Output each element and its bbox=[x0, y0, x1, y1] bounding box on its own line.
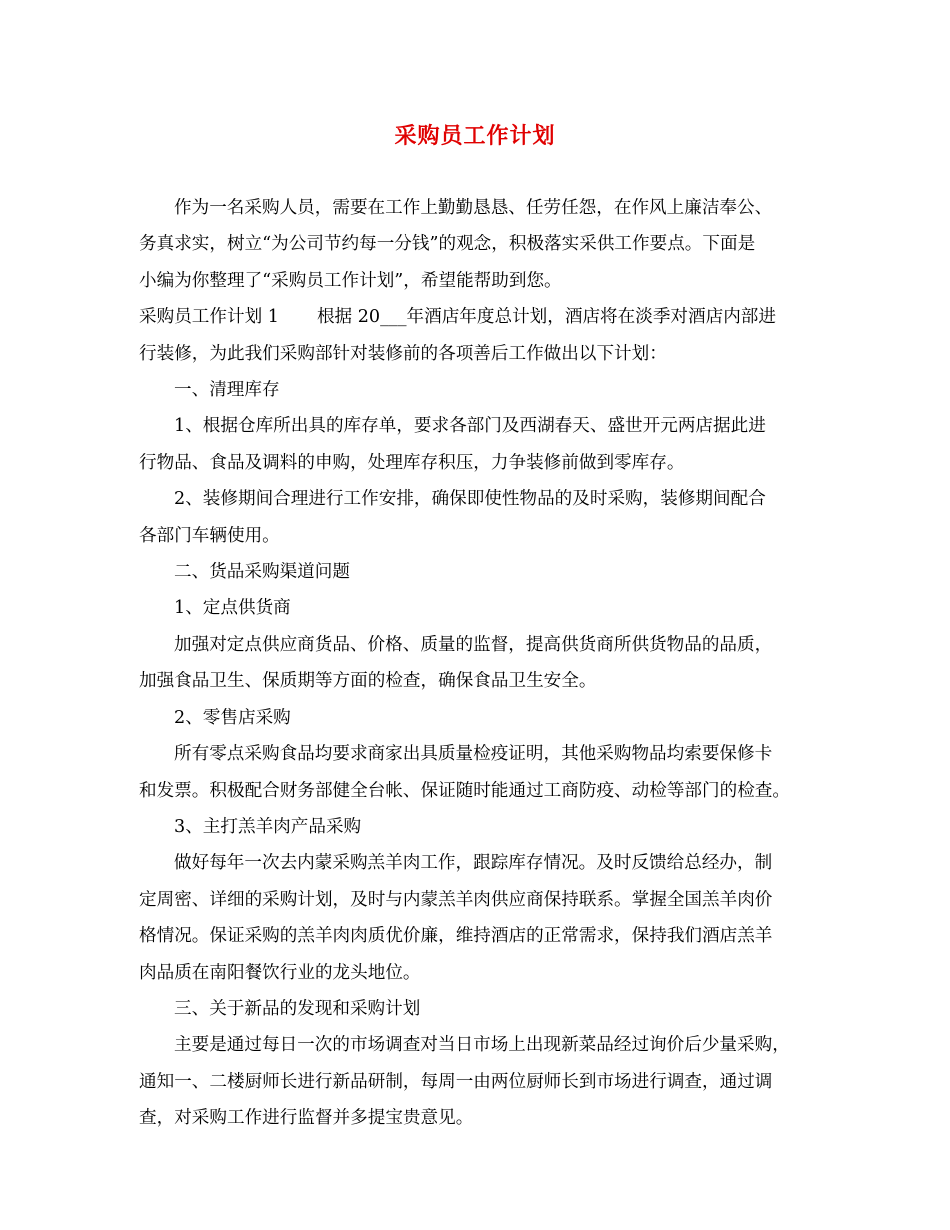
text-line: 定周密、详细的采购计划，及时与内蒙羔羊肉供应商保持联系。掌握全国羔羊肉价 bbox=[139, 889, 773, 910]
text-line: 1、根据仓库所出具的库存单，要求各部门及西湖春天、盛世开元两店据此进 bbox=[174, 416, 766, 437]
text-line: 主要是通过每日一次的市场调查对当日市场上出现新菜品经过询价后少量采购， bbox=[174, 1035, 790, 1056]
text-line: 查，对采购工作进行监督并多提宝贵意见。 bbox=[139, 1108, 474, 1129]
text-line: 作为一名采购人员，需要在工作上勤勤恳恳、任劳任怨，在作风上廉洁奉公、 bbox=[174, 198, 773, 218]
text-line: 小编为你整理了“采购员工作计划”，希望能帮助到您。 bbox=[139, 270, 562, 291]
text-line: 格情况。保证采购的羔羊肉肉质优价廉，维持酒店的正常需求，保持我们酒店羔羊 bbox=[139, 926, 773, 947]
text-line: 各部门车辆使用。 bbox=[139, 525, 280, 546]
text-line: 2、装修期间合理进行工作安排，确保即使性物品的及时采购，装修期间配合 bbox=[174, 489, 766, 510]
text-line: 一、清理库存 bbox=[174, 380, 280, 401]
text-line: 务真求实，树立“为公司节约每一分钱”的观念，积极落实采供工作要点。下面是 bbox=[139, 234, 756, 255]
text-line: 1、定点供货商 bbox=[174, 598, 291, 619]
text-line: 加强食品卫生、保质期等方面的检查，确保食品卫生安全。 bbox=[139, 671, 597, 692]
text-line: 三、关于新品的发现和采购计划 bbox=[174, 998, 421, 1019]
body-text bbox=[139, 190, 829, 1137]
text-line: 二、货品采购渠道问题 bbox=[174, 562, 350, 583]
text-line: 行装修，为此我们采购部针对装修前的各项善后工作做出以下计划： bbox=[139, 343, 667, 364]
text-line: 加强对定点供应商货品、价格、质量的监督，提高供货商所供货物品的品质， bbox=[174, 634, 773, 655]
text-line: 肉品质在南阳餐饮行业的龙头地位。 bbox=[139, 962, 421, 983]
section-heading: 采购员工作计划 1 bbox=[139, 307, 279, 328]
document-body bbox=[139, 190, 829, 1137]
text-line: 和发票。积极配合财务部健全台帐、保证随时能通过工商防疫、动检等部门的检查。 bbox=[139, 780, 790, 801]
text-line: 行物品、食品及调料的申购，处理库存积压，力争装修前做到零库存。 bbox=[139, 452, 685, 473]
text-line: 做好每年一次去内蒙采购羔羊肉工作，跟踪库存情况。及时反馈给总经办，制 bbox=[174, 853, 773, 874]
text-line: 所有零点采购食品均要求商家出具质量检疫证明，其他采购物品均索要保修卡 bbox=[174, 744, 773, 765]
text-line: 3、主打羔羊肉产品采购 bbox=[174, 816, 362, 837]
text-line: 通知一、二楼厨师长进行新品研制，每周一由两位厨师长到市场进行调查，通过调 bbox=[139, 1071, 773, 1092]
document-title: 采购员工作计划 bbox=[394, 123, 556, 149]
text-run: 根据 20___年酒店年度总计划，酒店将在淡季对酒店内部进 bbox=[316, 307, 776, 328]
text-line-with-heading bbox=[139, 299, 829, 335]
text-line: 2、零售店采购 bbox=[174, 707, 291, 728]
